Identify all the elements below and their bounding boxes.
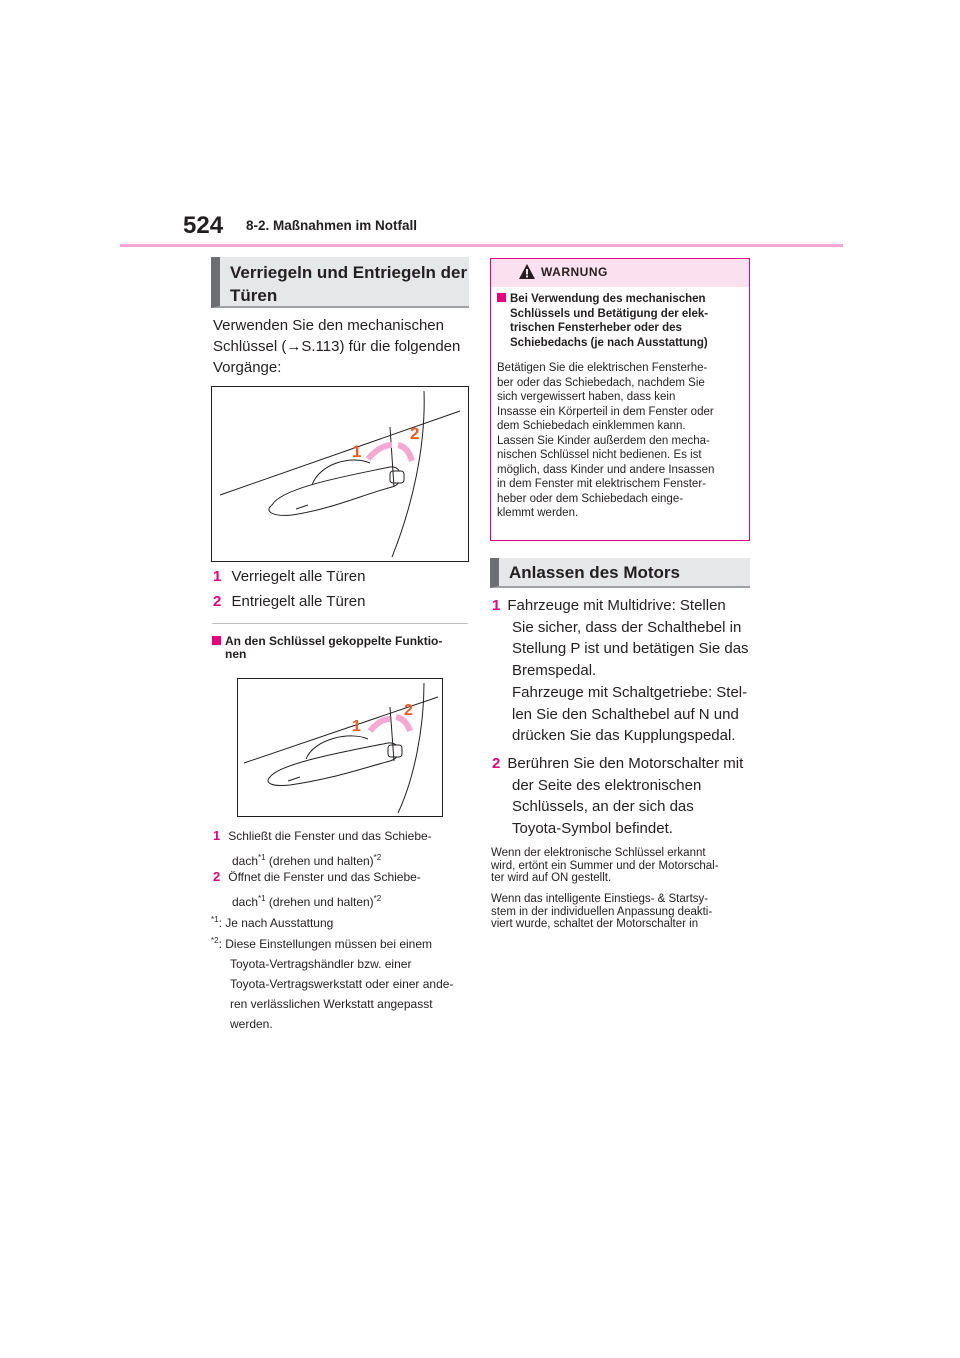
intro-line-3: Vorgänge: xyxy=(213,359,282,376)
subheading-line-1: An den Schlüssel gekoppelte Funktio- xyxy=(225,634,443,648)
intro-paragraph xyxy=(213,315,460,378)
step-number: 1 xyxy=(492,597,501,614)
footnote-line: Toyota-Vertragshändler bzw. einer xyxy=(230,957,412,971)
footnote-line: werden. xyxy=(230,1017,273,1031)
subheading-coupled-functions xyxy=(212,635,442,661)
fig2-label-2: 2 xyxy=(404,702,413,719)
step-line: Fahrzeuge mit Multidrive: Stellen xyxy=(507,597,726,614)
list-line-1: Schließt die Fenster und das Schiebe- xyxy=(228,829,432,843)
warning-line: in dem Fenster mit elektrischem Fenster- xyxy=(497,478,706,490)
fig1-label-1: 1 xyxy=(352,442,362,461)
list-line-1: Öffnet die Fenster und das Schiebe- xyxy=(228,870,421,884)
intro-line-1: Verwenden Sie den mechanischen xyxy=(213,317,444,334)
footnote-ref: *2 xyxy=(373,894,382,903)
footnote-1 xyxy=(211,910,333,933)
door-handle-illustration xyxy=(212,387,468,561)
subheading-line-2: nen xyxy=(225,647,247,661)
warning-line: Lassen Sie Kinder außerdem den mecha- xyxy=(497,434,710,447)
warning-bold-line: Schiebedachs (je nach Ausstattung) xyxy=(510,336,708,349)
list-text: dach xyxy=(232,895,259,909)
intro-line-2 xyxy=(213,336,460,357)
warning-bold-line: Bei Verwendung des mechanischen xyxy=(510,293,706,305)
footnote-text: : Je nach Ausstattung xyxy=(218,916,334,930)
step-number: 2 xyxy=(492,755,501,772)
list-text: Verriegelt alle Türen xyxy=(231,568,366,585)
footnote-line: ren verlässlichen Werkstatt angepasst xyxy=(230,997,433,1011)
list-text: dach xyxy=(232,854,259,868)
note-line: Wenn das intelligente Einstiegs- & Startsy- xyxy=(491,893,709,905)
door-handle-illustration xyxy=(238,679,442,816)
note-line: viert wurde, schaltet der Motorschalter in xyxy=(491,918,699,930)
step-line: Fahrzeuge mit Schaltgetriebe: Stel- xyxy=(512,683,748,701)
list-item xyxy=(213,566,365,587)
warning-line: klemmt werden. xyxy=(497,507,579,519)
step-1 xyxy=(492,595,749,747)
note-line: wird, ertönt ein Summer und der Motorschal- xyxy=(491,859,719,872)
section-heading-locking xyxy=(211,257,469,308)
heading-line-1: Verriegeln und Entriegeln der xyxy=(230,263,468,282)
warning-line: ber oder das Schiebedach, nachdem Sie xyxy=(497,376,705,389)
step-line: Stellung P ist und betätigen Sie das xyxy=(512,640,749,658)
intro-text-a: Schlüssel ( xyxy=(213,338,287,355)
heading-line-2: Türen xyxy=(230,286,278,305)
step-line: Berühren Sie den Motorschalter mit xyxy=(507,755,744,772)
list-item xyxy=(213,591,365,612)
step-line: Toyota-Symbol befindet. xyxy=(512,820,673,838)
fig1-label-2: 2 xyxy=(410,424,420,443)
square-bullet-icon xyxy=(212,636,221,645)
note-line: ter wird auf ON gestellt. xyxy=(491,872,612,884)
intro-text-b: S.113) für die folgenden xyxy=(301,338,461,355)
divider xyxy=(212,623,468,624)
page-number: 524 xyxy=(183,212,224,239)
step-2 xyxy=(492,753,743,840)
square-bullet-icon xyxy=(497,293,506,302)
warning-line: Betätigen Sie die elektrischen Fensterhe- xyxy=(497,362,708,374)
warning-line: heber oder dem Schiebedach einge- xyxy=(497,492,684,505)
warning-line: möglich, dass Kinder und andere Insassen xyxy=(497,463,715,476)
warning-line: sich vergewissert haben, dass kein xyxy=(497,391,676,403)
step-line: len Sie den Schalthebel auf N und xyxy=(512,705,739,723)
step-line: drücken Sie das Kupplungspedal. xyxy=(512,727,736,745)
header-divider xyxy=(120,244,843,247)
list-text: (drehen und halten) xyxy=(265,895,374,909)
step-line: Sie sicher, dass der Schalthebel in xyxy=(512,618,742,636)
fig2-label-1: 1 xyxy=(352,718,361,735)
warning-bold-line: Schlüssels und Betätigung der elek- xyxy=(510,307,709,320)
warning-triangle-icon xyxy=(518,263,536,280)
footnote-ref: *2 xyxy=(373,853,382,862)
list-number: 2 xyxy=(213,593,222,610)
note-paragraph-2 xyxy=(491,893,753,931)
warning-body xyxy=(497,361,747,521)
warning-line: nischen Schlüssel nicht bedienen. Es ist xyxy=(497,449,702,461)
step-line: Schlüssels, an der sich das xyxy=(512,798,694,816)
door-handle-figure-1 xyxy=(211,386,469,562)
list-text: (drehen und halten) xyxy=(265,854,374,868)
warning-title: WARNUNG xyxy=(541,265,608,279)
footnote-mark: *2 xyxy=(211,936,219,945)
warning-bold-line: trischen Fensterheber oder des xyxy=(510,322,682,334)
note-line: stem in der individuellen Anpassung deakti- xyxy=(491,905,713,918)
step-line: Bremspedal. xyxy=(512,662,597,680)
section-title: 8-2. Maßnahmen im Notfall xyxy=(246,218,418,233)
list-number: 2 xyxy=(213,869,221,884)
list-item xyxy=(213,866,421,913)
footnote-text: : Diese Einstellungen müssen bei einem xyxy=(218,937,433,951)
footnote-line: Toyota-Vertragswerkstatt oder einer ande- xyxy=(230,977,454,991)
warning-line: dem Schiebedach einklemmen kann. xyxy=(497,420,686,432)
list-number: 1 xyxy=(213,568,222,585)
footnote-2 xyxy=(211,931,471,1034)
footnote-ref: *1 xyxy=(258,894,266,903)
footnote-ref: *1 xyxy=(258,853,266,862)
arrow-icon: → xyxy=(286,338,302,355)
list-text: Entriegelt alle Türen xyxy=(231,593,366,610)
warning-bold-heading xyxy=(497,292,742,350)
door-handle-figure-2 xyxy=(237,678,443,817)
note-line: Wenn der elektronische Schlüssel erkannt xyxy=(491,847,706,859)
list-item xyxy=(213,825,432,872)
section-heading-engine-start: Anlassen des Motors xyxy=(490,558,750,588)
note-paragraph-1 xyxy=(491,847,753,885)
footnote-mark: *1 xyxy=(211,915,219,924)
step-line: der Seite des elektronischen xyxy=(512,776,702,794)
warning-line: Insasse ein Körperteil in dem Fenster oder xyxy=(497,405,714,418)
list-number: 1 xyxy=(213,828,221,843)
